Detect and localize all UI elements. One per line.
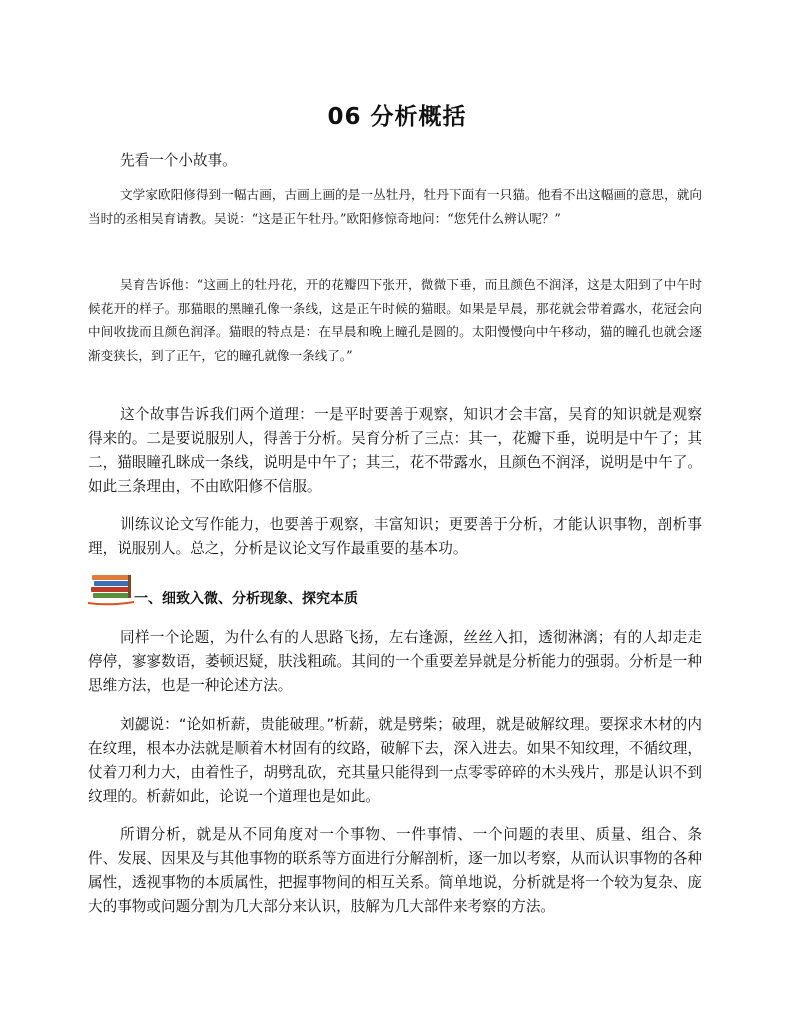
section-heading-1 (88, 572, 702, 608)
page-title: 06 分析概括 (327, 104, 467, 130)
lesson-paragraph: 这个故事告诉我们两个道理：一是平时要善于观察，知识才会丰富，吴育的知识就是观察得来的。二是要说服别人，得善于分析。吴育分析了三点：其一，花瓣下垂，说明是中午了；其二，猫眼瞳孔眯成一条线，说明是中午了；其三，花不带露水，且颜色不润泽，说明是中午了。如此三条理由，不由欧阳修不信服。 (88, 406, 702, 495)
section1-paragraph-2: 刘勰说：“论如析薪，贵能破理。”析薪，就是劈柴；破理，就是破解纹理。要探求木材的内在纹理，根本办法就是顺着木材固有的纹路，破解下去，深入进去。如果不知纹理，不循纹理，仗着刀利力大，由着性子，胡劈乱砍，充其量只能得到一点零零碎碎的木头残片，那是认识不到纹理的。析薪如此，论说一个道理也是如此。 (88, 716, 702, 805)
section1-paragraph-1: 同样一个论题，为什么有的人思路飞扬，左右逢源，丝丝入扣，透彻淋漓；有的人却走走停停，寥寥数语，萎顿迟疑，肤浅粗疏。其间的一个重要差异就是分析能力的强弱。分析是一种思维方法，也是一种论述方法。 (88, 629, 702, 694)
training-paragraph: 训练议论文写作能力，也要善于观察，丰富知识；更要善于分析，才能认识事物，剖析事理，说服别人。总之，分析是议论文写作最重要的基本功。 (88, 516, 702, 557)
story-paragraph-1: 文学家欧阳修得到一幅古画，古画上画的是一丛牡丹，牡丹下面有一只猫。他看不出这幅画的意思，就向当时的丞相吴育请教。吴说：“这是正午牡丹。”欧阳修惊奇地问：“您凭什么辨认呢？” (88, 187, 702, 226)
section-title: 一、细致入微、分析现象、探究本质 (134, 591, 358, 607)
story-paragraph-2: 吴育告诉他：“这画上的牡丹花，开的花瓣四下张开，微微下垂，而且颜色不润泽，这是太阳到了中午时候花开的样子。那猫眼的黑瞳孔像一条线，这是正午时候的猫眼。如果是早晨，那花就会带着露水，花冠会向中间收拢而且颜色润泽。猫眼的特点是：在早晨和晚上瞳孔是圆的。太阳慢慢向中午移动，猫的瞳孔也就会逐渐变狭长，到了正午，它的瞳孔就像一条线了。” (88, 277, 702, 363)
intro-paragraph: 先看一个小故事。 (120, 152, 237, 169)
section1-paragraph-3: 所谓分析，就是从不同角度对一个事物、一件事情、一个问题的表里、质量、组合、条件、发展、因果及与其他事物的联系等方面进行分解剖析，逐一加以考察，从而认识事物的各种属性，透视事物的本质属性，把握事物间的相互关系。简单地说，分析就是将一个较为复杂、庞大的事物或问题分割为几大部分来认识，肢解为几大部件来考察的方法。 (88, 826, 702, 915)
stacked-books-icon (88, 572, 138, 606)
